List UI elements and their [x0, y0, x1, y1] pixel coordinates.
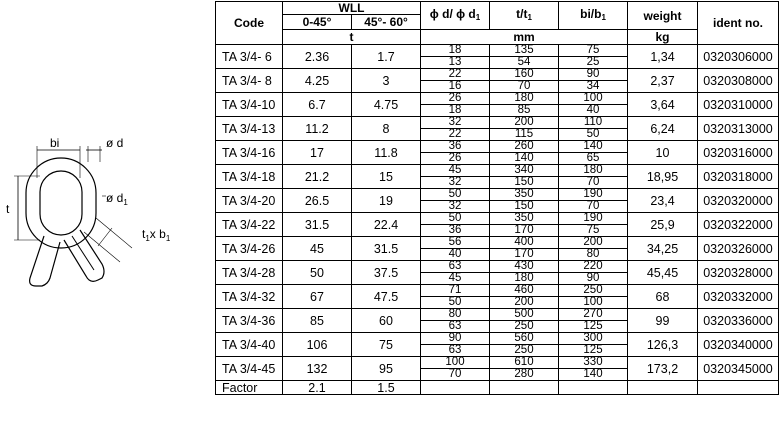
cell-d: 32: [421, 117, 490, 129]
cell-wll-a: 2.36: [283, 45, 352, 69]
cell-wll-a: 17: [283, 141, 352, 165]
cell-b1: 25: [559, 57, 628, 69]
cell-wll-b: 22.4: [352, 213, 421, 237]
cell-d1: 26: [421, 153, 490, 165]
cell-weight: 45,45: [628, 261, 698, 285]
cell-ident: 0320316000: [698, 141, 779, 165]
cell-t1: 170: [490, 225, 559, 237]
table-row: [216, 333, 779, 345]
cell-b1: 90: [559, 273, 628, 285]
cell-wll-b: 75: [352, 333, 421, 357]
t-label: t: [6, 202, 10, 216]
cell-t1: 85: [490, 105, 559, 117]
cell-wll-a: 132: [283, 357, 352, 381]
header-t: $t/t_1$: [490, 2, 559, 30]
d-label: ø d: [106, 136, 124, 150]
table-row: [216, 69, 779, 81]
header-d: ϕ d/ ϕ $d_1$: [421, 2, 490, 30]
spec-table: [215, 1, 779, 395]
factor-label: Factor: [216, 381, 283, 395]
cell-t1: 150: [490, 201, 559, 213]
cell-d1: 36: [421, 225, 490, 237]
cell-code: TA 3/4-16: [216, 141, 283, 165]
cell-d: 26: [421, 93, 490, 105]
table-row: [216, 285, 779, 297]
cell-t: 500: [490, 309, 559, 321]
cell-d: 50: [421, 189, 490, 201]
header-weight-unit: kg: [628, 30, 698, 45]
cell-d1: 13: [421, 57, 490, 69]
cell-t1: 150: [490, 177, 559, 189]
cell-weight: 173,2: [628, 357, 698, 381]
cell-b1: 50: [559, 129, 628, 141]
table-row: [216, 213, 779, 225]
cell-wll-b: 4.75: [352, 93, 421, 117]
cell-t: 160: [490, 69, 559, 81]
cell-d1: 32: [421, 201, 490, 213]
cell-b: 250: [559, 285, 628, 297]
cell-code: TA 3/4-26: [216, 237, 283, 261]
cell-wll-a: 106: [283, 333, 352, 357]
cell-t1: 250: [490, 321, 559, 333]
cell-b: 270: [559, 309, 628, 321]
cell-t1: 140: [490, 153, 559, 165]
cell-t1: 170: [490, 249, 559, 261]
cell-weight: 18,95: [628, 165, 698, 189]
cell-wll-b: 37.5: [352, 261, 421, 285]
cell-wll-b: 11.8: [352, 141, 421, 165]
cell-wll-a: 50: [283, 261, 352, 285]
cell-d1: 32: [421, 177, 490, 189]
table-row: [216, 117, 779, 129]
cell-t: 340: [490, 165, 559, 177]
cell-b1: 140: [559, 369, 628, 381]
cell-code: TA 3/4-22: [216, 213, 283, 237]
cell-t1: 280: [490, 369, 559, 381]
cell-wll-b: 95: [352, 357, 421, 381]
cell-b: 90: [559, 69, 628, 81]
table-row: [216, 165, 779, 177]
cell-d: 90: [421, 333, 490, 345]
cell-t1: 70: [490, 81, 559, 93]
cell-t: 260: [490, 141, 559, 153]
cell-t: 610: [490, 357, 559, 369]
cell-b1: 70: [559, 201, 628, 213]
cell-t: 180: [490, 93, 559, 105]
cell-b: 140: [559, 141, 628, 153]
cell-weight: 10: [628, 141, 698, 165]
table-row: [216, 237, 779, 249]
cell-d: 45: [421, 165, 490, 177]
factor-row: [216, 381, 779, 395]
cell-ident: 0320326000: [698, 237, 779, 261]
cell-b: 330: [559, 357, 628, 369]
cell-ident: 0320308000: [698, 69, 779, 93]
cell-b: 300: [559, 333, 628, 345]
cell-weight: 68: [628, 285, 698, 309]
cell-d1: 63: [421, 321, 490, 333]
cell-d1: 63: [421, 345, 490, 357]
cell-ident: 0320345000: [698, 357, 779, 381]
cell-b1: 75: [559, 225, 628, 237]
cell-d: 50: [421, 213, 490, 225]
cell-b: 190: [559, 213, 628, 225]
cell-t1: 200: [490, 297, 559, 309]
cell-d: 100: [421, 357, 490, 369]
cell-ident: 0320320000: [698, 189, 779, 213]
cell-code: TA 3/4- 8: [216, 69, 283, 93]
cell-t: 430: [490, 261, 559, 273]
cell-weight: 23,4: [628, 189, 698, 213]
cell-d1: 40: [421, 249, 490, 261]
bi-label: bi: [50, 136, 60, 150]
cell-ident: 0320340000: [698, 333, 779, 357]
cell-d: 63: [421, 261, 490, 273]
table-row: [216, 141, 779, 153]
cell-d: 80: [421, 309, 490, 321]
cell-d: 56: [421, 237, 490, 249]
cell-t: 350: [490, 213, 559, 225]
cell-weight: 1,34: [628, 45, 698, 69]
table-row: [216, 93, 779, 105]
cell-d: 22: [421, 69, 490, 81]
cell-wll-a: 45: [283, 237, 352, 261]
cell-t: 200: [490, 117, 559, 129]
cell-code: TA 3/4- 6: [216, 45, 283, 69]
cell-wll-a: 4.25: [283, 69, 352, 93]
header-wll-b: 45°- 60°: [352, 15, 421, 30]
cell-d1: 18: [421, 105, 490, 117]
cell-b: 75: [559, 45, 628, 57]
cell-b: 180: [559, 165, 628, 177]
cell-d1: 50: [421, 297, 490, 309]
cell-code: TA 3/4-45: [216, 357, 283, 381]
cell-b: 110: [559, 117, 628, 129]
cell-b: 100: [559, 93, 628, 105]
cell-d1: 22: [421, 129, 490, 141]
cell-wll-a: 6.7: [283, 93, 352, 117]
header-ident: ident no.: [698, 2, 779, 45]
cell-b1: 40: [559, 105, 628, 117]
cell-ident: 0320306000: [698, 45, 779, 69]
cell-wll-b: 60: [352, 309, 421, 333]
cell-wll-a: 67: [283, 285, 352, 309]
cell-d1: 70: [421, 369, 490, 381]
cell-ident: 0320332000: [698, 285, 779, 309]
t1-b1-label: $t_1x$ $b_1$: [142, 227, 171, 243]
cell-weight: 2,37: [628, 69, 698, 93]
cell-wll-b: 47.5: [352, 285, 421, 309]
cell-ident: 0320336000: [698, 309, 779, 333]
cell-ident: 0320318000: [698, 165, 779, 189]
cell-b: 200: [559, 237, 628, 249]
cell-b1: 125: [559, 345, 628, 357]
header-wll-a: 0-45°: [283, 15, 352, 30]
cell-t1: 115: [490, 129, 559, 141]
header-wll-unit: t: [283, 30, 421, 45]
master-link-diagram: [0, 118, 214, 318]
cell-wll-b: 15: [352, 165, 421, 189]
cell-b1: 70: [559, 177, 628, 189]
cell-t1: 180: [490, 273, 559, 285]
cell-b1: 125: [559, 321, 628, 333]
cell-code: TA 3/4-13: [216, 117, 283, 141]
cell-wll-b: 1.7: [352, 45, 421, 69]
header-weight: weight: [628, 2, 698, 30]
master-link-inner: [40, 171, 82, 235]
table-body: [216, 45, 779, 381]
cell-ident: 0320310000: [698, 93, 779, 117]
cell-weight: 6,24: [628, 117, 698, 141]
cell-code: TA 3/4-10: [216, 93, 283, 117]
cell-d1: 45: [421, 273, 490, 285]
cell-code: TA 3/4-40: [216, 333, 283, 357]
cell-code: TA 3/4-36: [216, 309, 283, 333]
cell-ident: 0320328000: [698, 261, 779, 285]
cell-weight: 3,64: [628, 93, 698, 117]
factor-a: 2.1: [283, 381, 352, 395]
cell-b: 220: [559, 261, 628, 273]
cell-wll-a: 11.2: [283, 117, 352, 141]
cell-t1: 54: [490, 57, 559, 69]
cell-wll-a: 85: [283, 309, 352, 333]
intermediate-link-right: [64, 230, 104, 281]
cell-d: 36: [421, 141, 490, 153]
table-row: [216, 309, 779, 321]
cell-b1: 65: [559, 153, 628, 165]
header-code: Code: [216, 2, 283, 45]
t1-b1-dimension-line: [96, 218, 132, 248]
cell-wll-b: 31.5: [352, 237, 421, 261]
cell-wll-a: 31.5: [283, 213, 352, 237]
table-row: [216, 189, 779, 201]
cell-ident: 0320313000: [698, 117, 779, 141]
cell-t: 460: [490, 285, 559, 297]
cell-b1: 80: [559, 249, 628, 261]
table-row: [216, 261, 779, 273]
cell-wll-a: 26.5: [283, 189, 352, 213]
d1-label: ø $d_1$: [106, 191, 128, 207]
cell-b1: 100: [559, 297, 628, 309]
header-wll: WLL: [283, 2, 421, 15]
cell-weight: 99: [628, 309, 698, 333]
cell-code: TA 3/4-32: [216, 285, 283, 309]
table-row: [216, 45, 779, 57]
cell-t1: 250: [490, 345, 559, 357]
cell-wll-b: 8: [352, 117, 421, 141]
cell-code: TA 3/4-20: [216, 189, 283, 213]
header-b: $bi/b_1$: [559, 2, 628, 30]
cell-code: TA 3/4-28: [216, 261, 283, 285]
cell-d: 18: [421, 45, 490, 57]
cell-t: 400: [490, 237, 559, 249]
cell-t: 350: [490, 189, 559, 201]
header-dims-unit: mm: [421, 30, 628, 45]
table-row: [216, 357, 779, 369]
cell-weight: 126,3: [628, 333, 698, 357]
factor-b: 1.5: [352, 381, 421, 395]
cell-wll-b: 3: [352, 69, 421, 93]
cell-ident: 0320322000: [698, 213, 779, 237]
cell-weight: 25,9: [628, 213, 698, 237]
cell-d: 71: [421, 285, 490, 297]
cell-code: TA 3/4-18: [216, 165, 283, 189]
cell-d1: 16: [421, 81, 490, 93]
cell-t: 135: [490, 45, 559, 57]
cell-wll-b: 19: [352, 189, 421, 213]
cell-b1: 34: [559, 81, 628, 93]
cell-wll-a: 21.2: [283, 165, 352, 189]
cell-t: 560: [490, 333, 559, 345]
cell-weight: 34,25: [628, 237, 698, 261]
cell-b: 190: [559, 189, 628, 201]
